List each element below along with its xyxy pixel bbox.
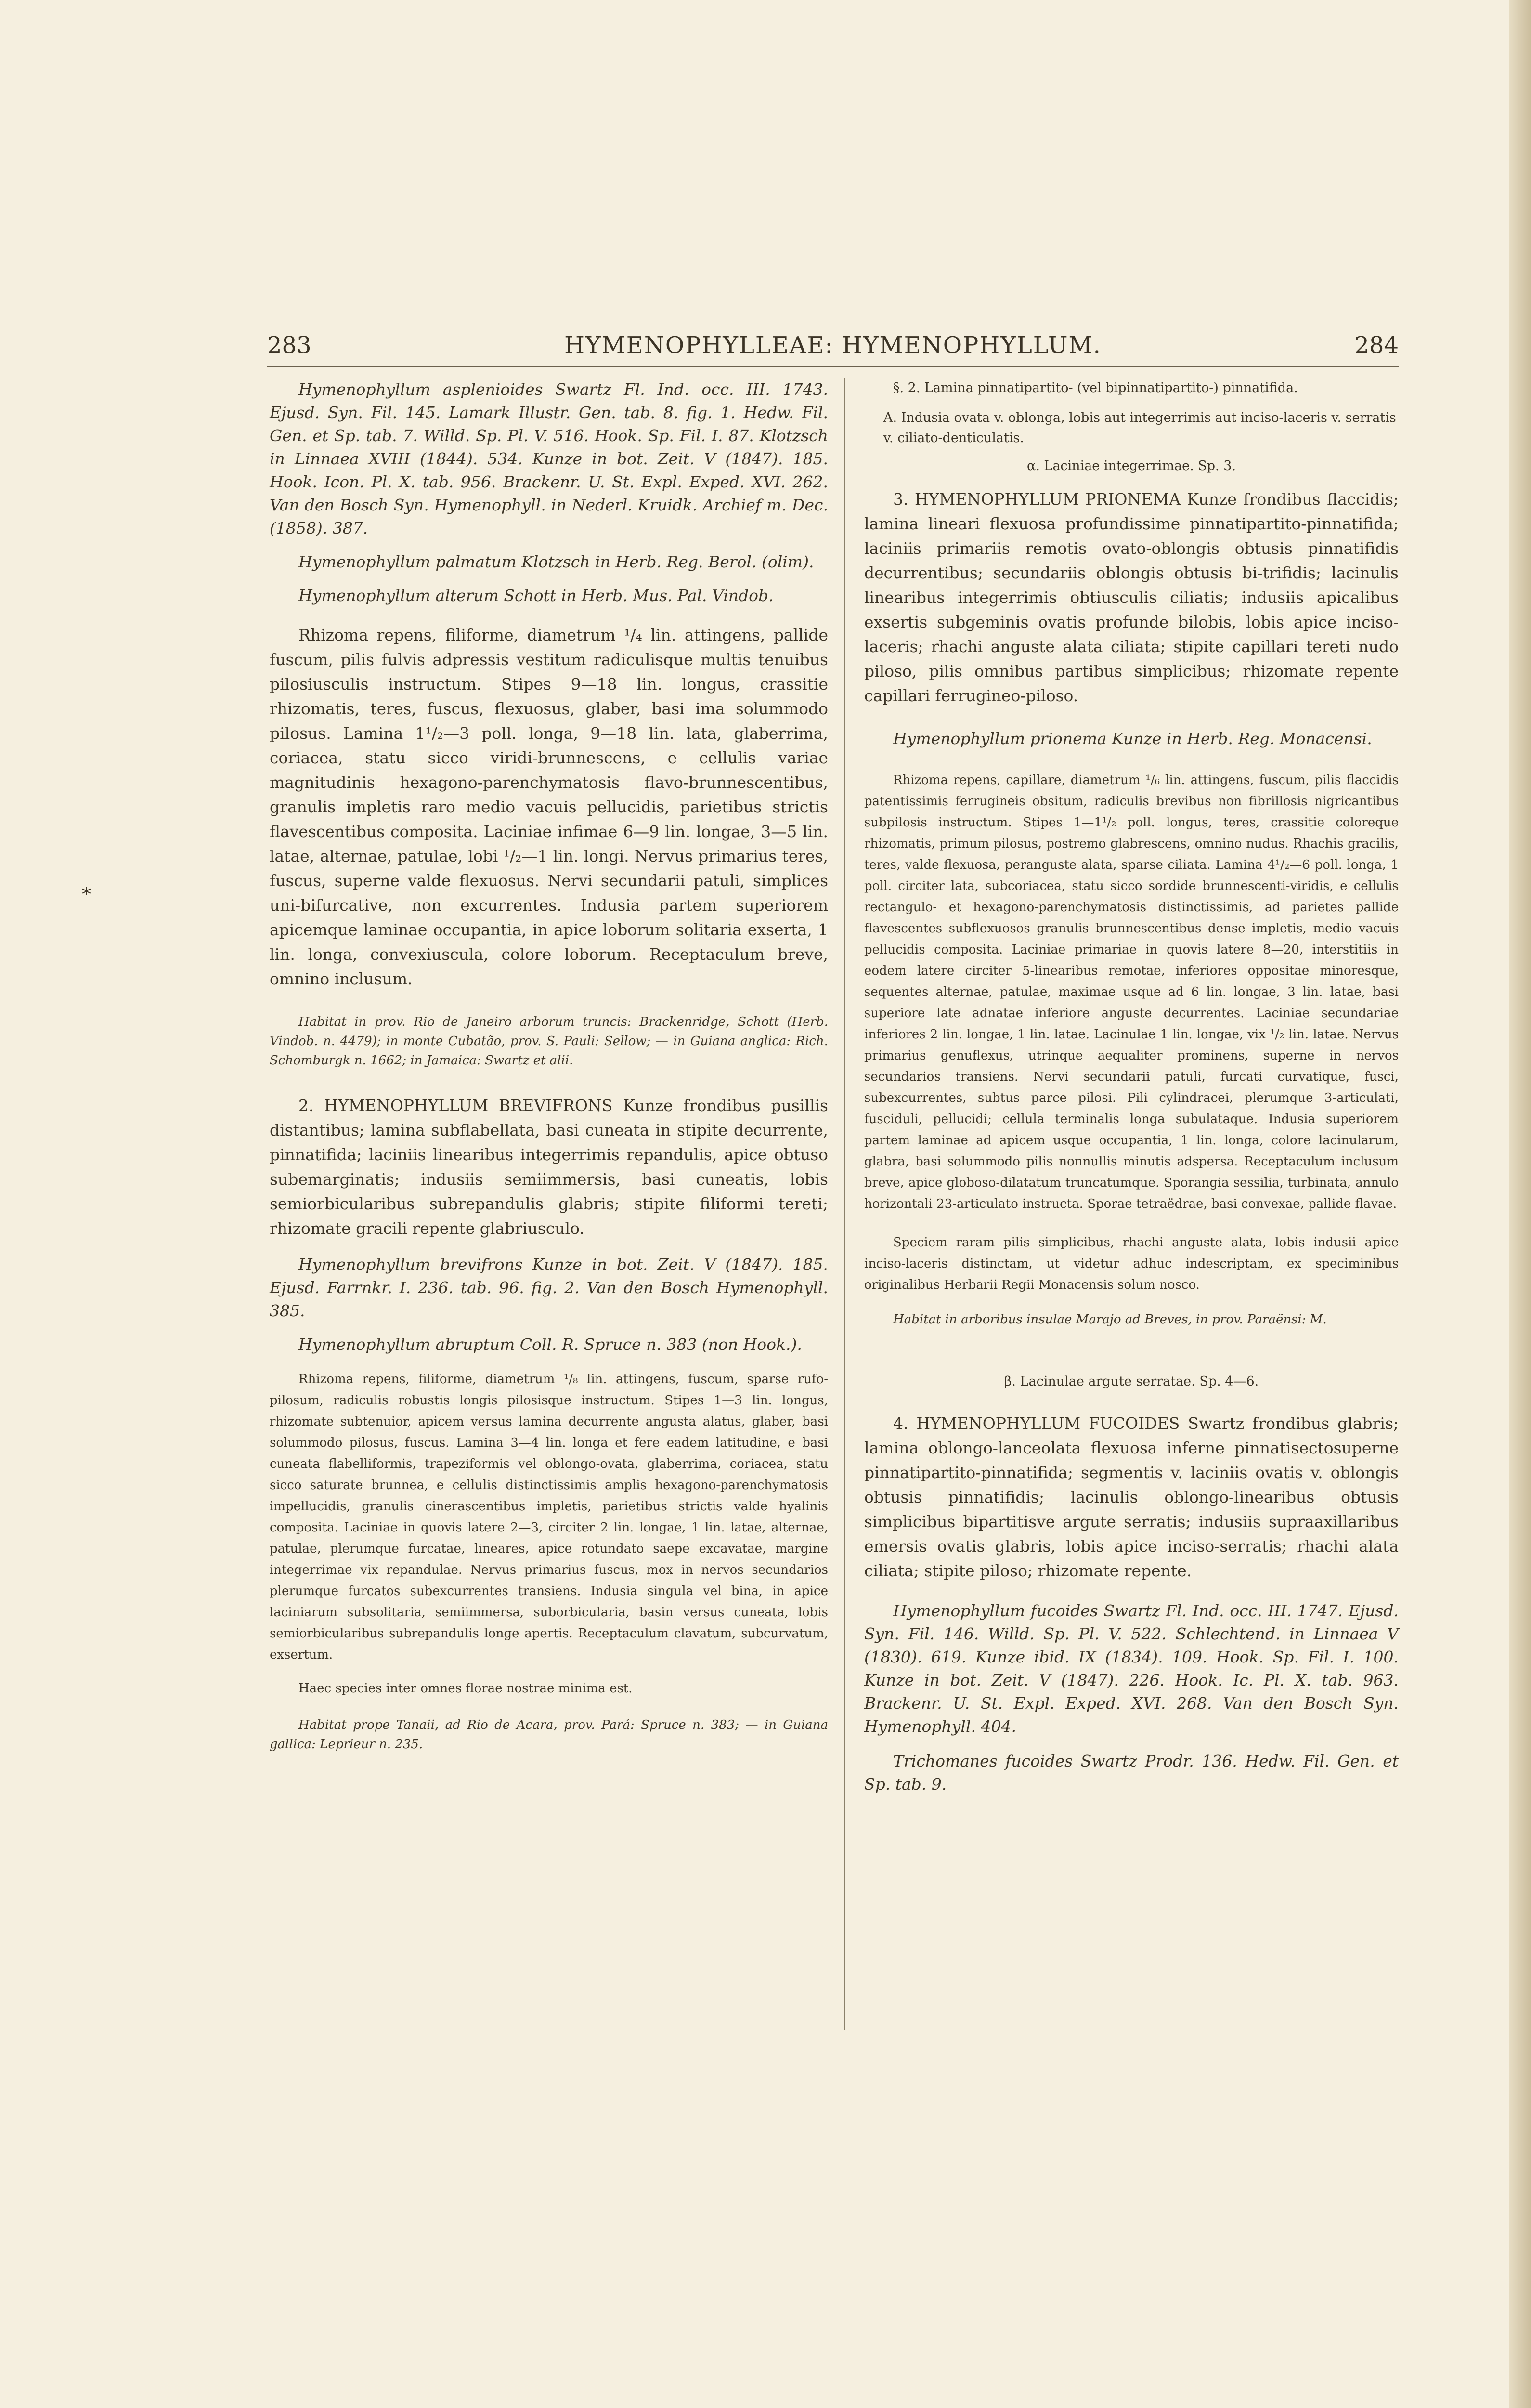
habitat-note: Habitat in arboribus insulae Marajo ad Breves, in prov. Paraënsi: M. bbox=[893, 1312, 1327, 1327]
running-header bbox=[267, 324, 1399, 367]
habitat-note: Habitat in prov. Rio de Janeiro arborum truncis: Brackenridge, Schott (Herb. Vindob. n. 4479); in monte Cubatão, prov. S. Pauli: Sellow; — in Guiana anglica: Rich. Schomburgk n. 1662; in Jamaica: Swartz et alii. bbox=[270, 1015, 828, 1068]
margin-mark: * bbox=[82, 884, 91, 905]
citation-block: Hymenophyllum fucoides Swartz Fl. Ind. occ. III. 1747. Ejusd. Syn. Fil. 146. Willd. Sp. Pl. V. 522. Schlechtend. in Linnaea V (1830). 619. Kunze ibid. IX (1834). 109. Hook. Sp. Fil. I. 100. Kunze in bot. Zeit. V (1847). 226. Hook. Ic. Pl. X. tab. 963. Brackenr. U. St. Expl. Exped. XVI. 268. Van den Bosch Syn. Hymenophyll. 404. bbox=[864, 1601, 1399, 1736]
binding-shadow bbox=[1509, 0, 1531, 2408]
citation-block: Hymenophyllum asplenioides Swartz Fl. Ind. occ. III. 1743. Ejusd. Syn. Fil. 145. Lamark Illustr. Gen. tab. 8. fig. 1. Hedw. Fil. Gen. et Sp. tab. 7. Willd. Sp. Pl. V. 516. Hook. Sp. Fil. I. 87. Klotzsch in Linnaea XVIII (1844). 534. Kunze in bot. Zeit. V (1847). 185. Hook. Icon. Pl. X. tab. 956. Brackenr. U. St. Expl. Exped. XVI. 262. Van den Bosch Syn. Hymenophyll. in Nederl. Kruidk. Archief m. Dec. (1858). 387. bbox=[270, 380, 828, 537]
header-rule bbox=[267, 366, 1399, 367]
section-heading: §. 2. Lamina pinnatipartito- (vel bipinnatipartito-) pinnatifida. bbox=[893, 380, 1298, 395]
citation-block: Hymenophyllum prionema Kunze in Herb. Reg. Monacensi. bbox=[893, 729, 1372, 748]
citation-block: Hymenophyllum brevifrons Kunze in bot. Zeit. V (1847). 185. Ejusd. Farrnkr. I. 236. tab. 96. fig. 2. Van den Bosch Hymenophyll. 385. bbox=[270, 1255, 828, 1320]
running-title: HYMENOPHYLLEAE: HYMENOPHYLLUM. bbox=[564, 332, 1102, 359]
page-number-right: 284 bbox=[1354, 332, 1399, 359]
species-entry-heading: 3. HYMENOPHYLLUM PRIONEMA Kunze frondibus flaccidis; lamina lineari flexuosa profundissime pinnatipartito-pinnatifida; laciniis primariis remotis ovato-oblongis obtusis pinnatifidis decurrentibus; secundariis oblongis obtusis bi-trifidis; lacinulis linearibus integerrimis obtiusculis ciliatis; indusiis apicalibus exsertis subgeminis ovatis profunde bilobis, lobis apice inciso-laceris; rhachi anguste alata ciliata; stipite capillari tereti nudo piloso, pilis omnibus partibus simplicibus; rhizomate repente capillari ferrugineo-piloso. bbox=[864, 490, 1399, 705]
right-column bbox=[864, 378, 1399, 1796]
remark-note: Speciem raram pilis simplicibus, rhachi anguste alata, lobis indusii apice inciso-laceris distinctam, ut videtur adhuc indescriptam, ex speciminibus originalibus Herbarii Regii Monacensis solum nosco. bbox=[864, 1235, 1399, 1292]
description-paragraph: Rhizoma repens, capillare, diametrum ¹/₆ lin. attingens, fuscum, pilis flaccidis patentissimis ferrugineis obsitum, radiculis brevibus non fibrillosis nigricantibus subpilosis instructum. Stipes 1—1¹/₂ poll. longus, teres, crassitie coloreque rhizomatis, primum pilosus, postremo glabrescens, omnino nudus. Rhachis gracilis, teres, valde flexuosa, peranguste alata, sparse ciliata. Lamina 4¹/₂—6 poll. longa, 1 poll. circiter lata, subcoriacea, statu sicco sordide brunnescenti-viridis, e cellulis rectangulo- et hexagono-parenchymatosis distinctissimis, ad parietes pallide flavescentes subflexuosos granulis brunnescentibus dense impletis, medio vacuis pellucidis composita. Laciniae primariae in quovis latere 8—20, interstitiis in eodem latere circiter 5-linearibus remotae, inferiores oppositae minoresque, sequentes alternae, patulae, maximae usque ad 6 lin. longae, 3 lin. latae, basi superiore late adnatae inferiore anguste decurrentes. Laciniae secundariae inferiores 2 lin. longae, 1 lin. latae. Lacinulae 1 lin. longae, vix ¹/₂ lin. latae. Nervus primarius genuflexus, utrinque aequaliter prominens, superne in nervos secundarios transiens. Nervi secundarii patuli, furcati curvatique, fusci, subexcurrentes, subtus parce pilosi. Pili cylindracei, plerumque 3-articulati, fusciduli, pellucidi; cellula terminalis longa subulataque. Indusia superiorem partem laminae ad apicem usque occupantia, 1 lin. longa, colore lacinularum, glabra, basi solummodo pilis nonnullis minutis adspersa. Receptaculum inclusum breve, apice globoso-dilatatum truncatumque. Sporangia sessilia, turbinata, annulo horizontali 23-articulato instructa. Sporae tetraëdrae, basi convexae, pallide flavae. bbox=[864, 773, 1399, 1211]
species-entry-heading: 4. HYMENOPHYLLUM FUCOIDES Swartz frondibus glabris; lamina oblongo-lanceolata flexuosa inferne pinnatisectosuperne pinnatipartito-pinnatifida; segmentis v. laciniis ovatis v. oblongis obtusis pinnatifidis; lacinulis oblongo-linearibus obtusis simplicibus bipartitisve argute serratis; indusiis supraaxillaribus emersis ovatis glabris, lobis apice inciso-serratis; rhachi alata ciliata; stipite piloso; rhizomate repente. bbox=[864, 1414, 1399, 1580]
description-paragraph: Rhizoma repens, filiforme, diametrum ¹/₈ lin. attingens, fuscum, sparse rufo-pilosum, radiculis robustis longis pilosisque instructum. Stipes 1—3 lin. longus, rhizomate subtenuior, apicem versus lamina decurrente angusta alatus, glaber, basi solummodo pilosus, fuscus. Lamina 3—4 lin. longa et fere eadem latitudine, e basi cuneata flabelliformis, trapeziformis vel oblongo-ovata, glaberrima, coriacea, statu sicco saturate brunnea, e cellulis distinctissimis amplis hexagono-parenchymatosis impellucidis, granulis cinerascentibus impletis, parietibus strictis valde hyalinis composita. Laciniae in quovis latere 2—3, circiter 2 lin. longae, 1 lin. latae, alternae, patulae, plerumque furcatae, lineares, apice rotundato saepe excavatae, margine integerrimae vix repandulae. Nervus primarius fuscus, mox in nervos secundarios plerumque furcatos subexcurrentes transiens. Indusia singula vel bina, in apice laciniarum subsolitaria, semiimmersa, suborbicularia, basin versus cuneata, lobis semiorbicularibus subrepandulis longe apertis. Receptaculum clavatum, subcurvatum, exsertum. bbox=[270, 1372, 828, 1662]
page-number-left: 283 bbox=[267, 332, 311, 359]
habitat-note: Habitat prope Tanaii, ad Rio de Acara, prov. Pará: Spruce n. 383; — in Guiana gallica: Leprieur n. 235. bbox=[270, 1718, 828, 1752]
description-paragraph: Rhizoma repens, filiforme, diametrum ¹/₄ lin. attingens, pallide fuscum, pilis fulvis adpressis vestitum radiculisque multis tenuibus pilosiusculis instructum. Stipes 9—18 lin. longus, crassitie rhizomatis, teres, fuscus, flexuosus, glaber, basi ima solummodo pilosus. Lamina 1¹/₂—3 poll. longa, 9—18 lin. lata, glaberrima, coriacea, statu sicco viridi-brunnescens, e cellulis variae magnitudinis hexagono-parenchymatosis flavo-brunnescentibus, granulis impletis raro medio vacuis pellucidis, parietibus strictis flavescentibus composita. Laciniae infimae 6—9 lin. longae, 3—5 lin. latae, alternae, patulae, lobi ¹/₂—1 lin. longi. Nervus primarius teres, fuscus, superne valde flexuosus. Nervi secundarii patuli, simplices uni-bifurcative, non excurrentes. Indusia partem superiorem apicemque laminae occupantia, in apice loborum solitaria exserta, 1 lin. longa, convexiuscula, colore loborum. Receptaculum breve, omnino inclusum. bbox=[270, 626, 828, 988]
group-heading: α. Laciniae integerrimae. Sp. 3. bbox=[1027, 458, 1236, 473]
species-entry-heading: 2. HYMENOPHYLLUM BREVIFRONS Kunze frondibus pusillis distantibus; lamina subflabellata, basi cuneata in stipite decurrente, pinnatifida; laciniis linearibus integerrimis repandulis, apice obtuso subemarginatis; indusiis semiimmersis, basi cuneatis, lobis semiorbicularibus subrepandulis glabris; stipite filiformi tereti; rhizomate gracili repente glabriusculo. bbox=[270, 1096, 828, 1238]
synonym-citation: Hymenophyllum abruptum Coll. R. Spruce n. 383 (non Hook.). bbox=[298, 1335, 802, 1354]
synonym-citation: Hymenophyllum alterum Schott in Herb. Mus. Pal. Vindob. bbox=[298, 586, 774, 605]
synonym-citation: Trichomanes fucoides Swartz Prodr. 136. Hedw. Fil. Gen. et Sp. tab. 9. bbox=[864, 1752, 1399, 1793]
synonym-citation: Hymenophyllum palmatum Klotzsch in Herb. Reg. Berol. (olim). bbox=[298, 552, 814, 571]
column-divider bbox=[844, 378, 845, 2030]
left-column bbox=[270, 378, 828, 1754]
subsection-heading: A. Indusia ovata v. oblonga, lobis aut integerrimis aut inciso-laceris v. serratis v. ciliato-denticulatis. bbox=[883, 410, 1396, 445]
remark-note: Haec species inter omnes florae nostrae minima est. bbox=[298, 1681, 633, 1696]
group-heading: β. Lacinulae argute serratae. Sp. 4—6. bbox=[1004, 1374, 1259, 1389]
